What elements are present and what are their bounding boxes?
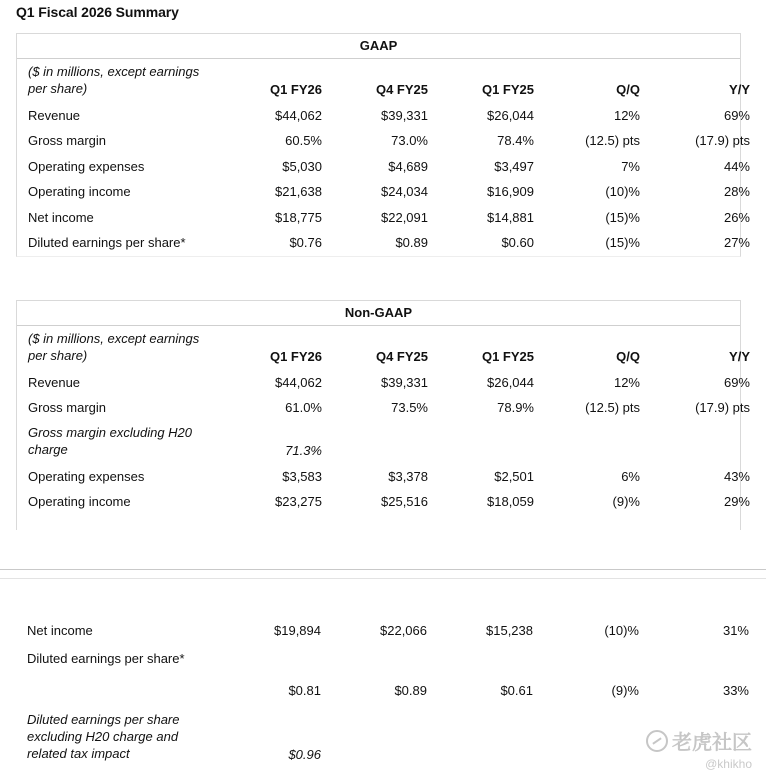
cell-value: $0.89: [394, 683, 427, 698]
cell-value: 12%: [613, 374, 640, 390]
tiger-community-logo-icon: [646, 730, 668, 752]
cell-value: 12%: [613, 107, 640, 123]
cell-value: $39,331: [381, 107, 428, 123]
row-label: Operating expenses: [28, 468, 145, 484]
column-header: Y/Y: [729, 349, 750, 364]
cell-value: 69%: [723, 107, 750, 123]
units-note: ($ in millions, except earnings per share): [28, 64, 200, 96]
cell-value: 33%: [722, 683, 749, 698]
gaap-column-header-row: [17, 59, 761, 97]
column-header: Q1 FY25: [481, 82, 534, 97]
cell-value: $0.76: [289, 235, 322, 250]
row-label: Gross margin: [28, 400, 107, 415]
table-row: [17, 148, 761, 174]
cell-value: 60.5%: [285, 133, 322, 148]
non-gaap-column-header-row: [17, 326, 761, 364]
cell-value: $18,775: [275, 209, 322, 225]
cell-value: (9)%: [612, 494, 640, 509]
cell-value: $0.60: [501, 235, 534, 250]
cell-value: $2,501: [494, 468, 534, 484]
cell-value: 43%: [723, 468, 750, 484]
non-gaap-table-section: [16, 300, 750, 530]
column-header: Q1 FY25: [481, 349, 534, 364]
table-row: [17, 458, 761, 484]
column-header: Q1 FY26: [269, 349, 322, 364]
table-row: [17, 415, 761, 458]
row-label: Revenue: [28, 374, 81, 390]
cell-value: $3,378: [388, 468, 428, 484]
row-label: Net income: [28, 209, 94, 225]
table-row: [17, 123, 761, 149]
table-row: [16, 612, 760, 644]
cell-value: $3,583: [282, 468, 322, 484]
non-gaap-table: [17, 326, 761, 509]
cell-value: (17.9) pts: [695, 133, 750, 148]
cell-value: 71.3%: [285, 443, 322, 458]
cell-value: $5,030: [282, 158, 322, 174]
cell-value: 69%: [723, 374, 750, 390]
cell-value: $22,091: [381, 209, 428, 225]
page-break-divider: [0, 578, 766, 579]
table-row: [17, 225, 761, 251]
cell-value: (9)%: [611, 683, 639, 698]
cell-value: (15)%: [605, 209, 640, 225]
cell-value: 73.0%: [391, 133, 428, 148]
table-row: [17, 484, 761, 510]
column-header: Q/Q: [616, 349, 640, 364]
watermark-text: 老虎社区: [672, 732, 752, 754]
cell-value: $0.61: [500, 683, 533, 698]
row-label: Operating expenses: [28, 158, 145, 174]
cell-value: $0.89: [395, 235, 428, 250]
column-header: Q4 FY25: [375, 82, 428, 97]
non-gaap-continued-section: [16, 612, 749, 768]
cell-value: [651, 415, 761, 458]
row-label: Diluted earnings per share excluding H20 charge and related tax impact: [27, 712, 180, 761]
cell-value: $3,497: [494, 158, 534, 174]
column-header: Q4 FY25: [375, 349, 428, 364]
row-label: Operating income: [28, 184, 131, 199]
watermark: [646, 726, 752, 755]
table-row: [17, 174, 761, 200]
cell-value: 7%: [621, 158, 640, 174]
cell-value: (17.9) pts: [695, 400, 750, 415]
row-label: Diluted earnings per share*: [28, 235, 186, 250]
cell-value: [333, 415, 439, 458]
cell-value: (10)%: [605, 184, 640, 199]
cell-value: 61.0%: [285, 400, 322, 415]
cell-value: 27%: [723, 235, 750, 250]
gaap-table: [17, 59, 761, 250]
row-label: Operating income: [28, 494, 131, 509]
cell-value: (10)%: [604, 623, 639, 638]
column-header: Y/Y: [729, 82, 750, 97]
cell-value: $14,881: [487, 209, 534, 225]
units-note: ($ in millions, except earnings per share): [28, 331, 200, 363]
table-row: [17, 97, 761, 123]
cell-value: $19,894: [274, 623, 321, 638]
cell-value: $23,275: [275, 494, 322, 509]
column-header: Q/Q: [616, 82, 640, 97]
cell-value: 78.4%: [497, 133, 534, 148]
cell-value: $0.96: [288, 747, 321, 762]
cell-value: [545, 415, 651, 458]
cell-value: $15,238: [486, 623, 533, 638]
cell-value: $44,062: [275, 107, 322, 123]
cell-value: 73.5%: [391, 400, 428, 415]
cell-value: $18,059: [487, 494, 534, 509]
table-row: [16, 644, 760, 702]
cell-value: 28%: [723, 184, 750, 199]
cell-value: 44%: [723, 158, 750, 174]
cell-value: $39,331: [381, 374, 428, 390]
cell-value: $24,034: [381, 184, 428, 199]
table-row: [17, 199, 761, 225]
cell-value: [332, 702, 438, 768]
cell-value: $26,044: [487, 107, 534, 123]
cell-value: 6%: [621, 468, 640, 484]
non-gaap-header: Non-GAAP: [17, 301, 740, 326]
row-label: Diluted earnings per share*: [27, 651, 185, 666]
cell-value: 29%: [723, 494, 750, 509]
cell-value: $16,909: [487, 184, 534, 199]
row-label: Revenue: [28, 107, 81, 123]
cell-value: [544, 702, 650, 768]
cell-value: [439, 415, 545, 458]
cell-value: (15)%: [605, 235, 640, 250]
watermark-handle: @khikho: [705, 757, 752, 771]
cell-value: (12.5) pts: [585, 400, 640, 415]
table-row: [17, 390, 761, 416]
row-label: Gross margin: [28, 133, 107, 148]
page-break-divider: [0, 569, 766, 570]
column-header: Q1 FY26: [269, 82, 322, 97]
cell-value: $0.81: [288, 683, 321, 698]
cell-value: $21,638: [275, 184, 322, 199]
cell-value: $44,062: [275, 374, 322, 390]
cell-value: $4,689: [388, 158, 428, 174]
cell-value: (12.5) pts: [585, 133, 640, 148]
row-label: Gross margin excluding H20 charge: [28, 425, 193, 457]
row-label: Net income: [27, 623, 93, 638]
table-row: [17, 364, 761, 390]
page-title: Q1 Fiscal 2026 Summary: [16, 4, 179, 20]
gaap-table-section: [16, 33, 750, 257]
gaap-header: GAAP: [17, 34, 740, 59]
cell-value: $26,044: [487, 374, 534, 390]
cell-value: 26%: [723, 209, 750, 225]
cell-value: [438, 702, 544, 768]
cell-value: 31%: [722, 623, 749, 638]
cell-value: $25,516: [381, 494, 428, 509]
cell-value: 78.9%: [497, 400, 534, 415]
cell-value: $22,066: [380, 623, 427, 638]
